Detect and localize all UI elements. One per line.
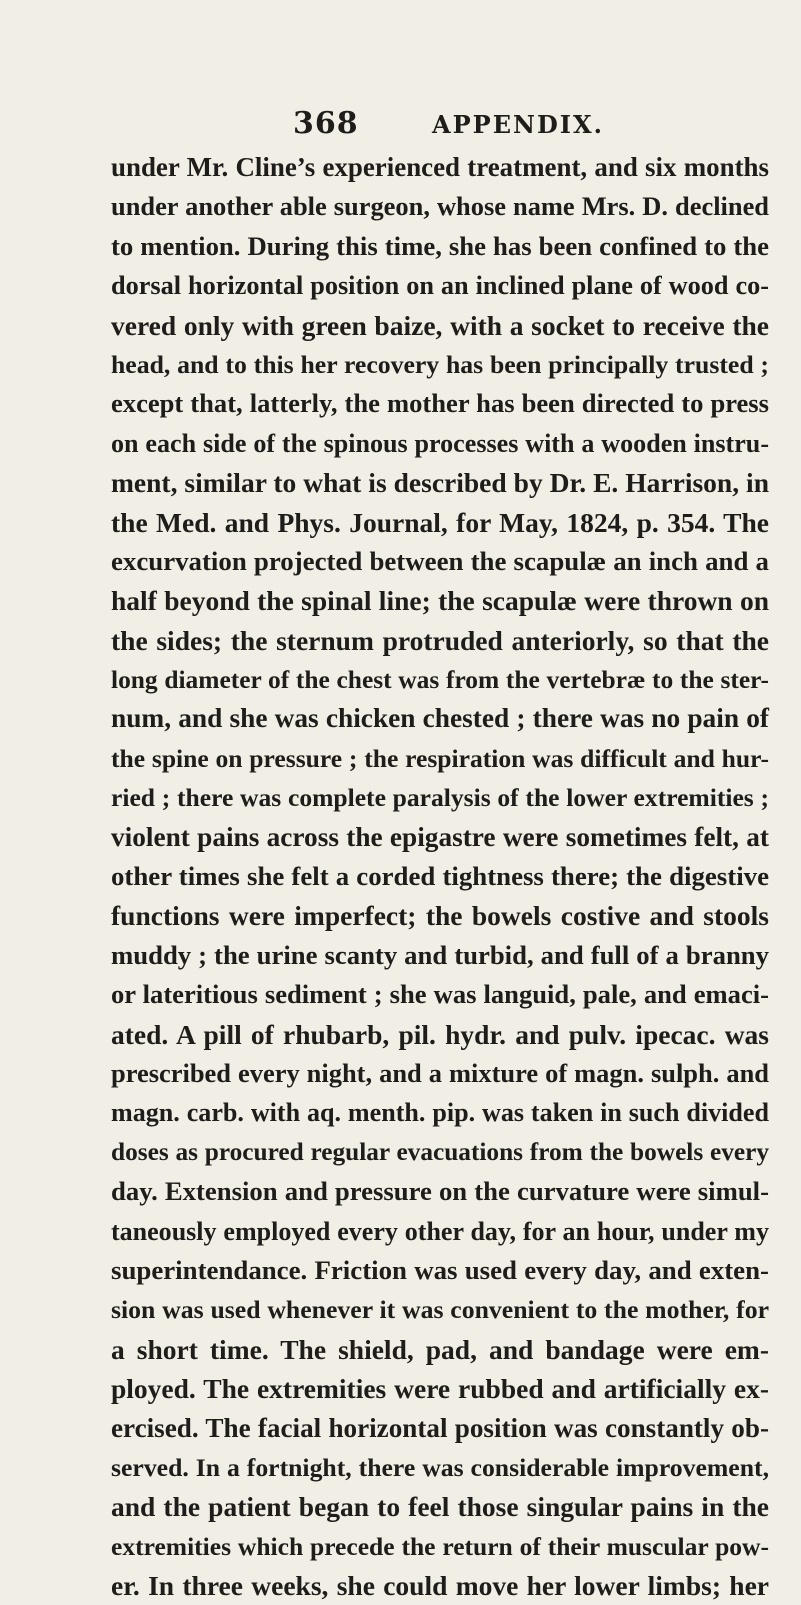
text-line: or lateritious sediment ; she was languid, pale, and emaci- xyxy=(111,979,769,1010)
text-line: muddy ; the urine scanty and turbid, and full of a branny xyxy=(111,939,769,970)
text-line: ment, similar to what is described by Dr. E. Harrison, in xyxy=(111,467,769,499)
text-line: extremities which precede the return of their muscular pow- xyxy=(111,1531,769,1561)
text-line: head, and to this her recovery has been principally trusted ; xyxy=(111,349,769,379)
text-line: served. In a fortnight, there was considerable improvement, xyxy=(111,1452,769,1482)
text-line: doses as procured regular evacuations from the bowels every xyxy=(111,1137,769,1166)
page-number: 368 xyxy=(293,106,359,141)
text-line: superintendance. Friction was used every day, and exten- xyxy=(111,1254,769,1285)
text-line: long diameter of the chest was from the vertebræ to the ster- xyxy=(111,665,769,695)
text-line: on each side of the spinous processes with a wooden instru- xyxy=(111,428,769,458)
text-line: excurvation projected between the scapulæ an inch and a xyxy=(111,545,769,576)
text-line: num, and she was chicken chested ; there was no pain of xyxy=(111,703,769,734)
text-line: except that, latterly, the mother has been directed to press xyxy=(111,388,769,419)
text-line: the spine on pressure ; the respiration was difficult and hur- xyxy=(111,743,769,773)
page-header xyxy=(0,106,801,146)
text-line: taneously employed every other day, for an hour, under my xyxy=(111,1216,769,1246)
text-line: under another able surgeon, whose name Mrs. D. declined xyxy=(111,191,769,222)
body-text xyxy=(111,148,769,1605)
text-line: the sides; the sternum protruded anteriorly, so that the xyxy=(111,624,769,656)
text-line: functions were imperfect; the bowels costive and stools xyxy=(111,900,769,932)
text-line: day. Extension and pressure on the curvature were simul- xyxy=(111,1176,769,1207)
text-line: half beyond the spinal line; the scapulæ were thrown on xyxy=(111,585,769,617)
text-line: prescribed every night, and a mixture of magn. sulph. and xyxy=(111,1057,769,1088)
text-line: other times she felt a corded tightness there; the digestive xyxy=(111,861,769,892)
text-line: a short time. The shield, pad, and bandage were em- xyxy=(111,1333,769,1365)
text-line: magn. carb. with aq. menth. pip. was taken in such divided xyxy=(111,1098,769,1128)
text-line: violent pains across the epigastre were sometimes felt, at xyxy=(111,821,769,852)
text-line: ated. A pill of rhubarb, pil. hydr. and pulv. ipecac. was xyxy=(111,1018,769,1050)
text-line: to mention. During this time, she has been confined to the xyxy=(111,230,769,261)
text-line: dorsal horizontal position on an inclined plane of wood co- xyxy=(111,271,769,301)
text-line: vered only with green baize, with a socket to receive the xyxy=(111,309,769,341)
text-line: ployed. The extremities were rubbed and artificially ex- xyxy=(111,1373,769,1405)
text-line: the Med. and Phys. Journal, for May, 1824, p. 354. The xyxy=(111,506,769,538)
text-line: er. In three weeks, she could move her lower limbs; her xyxy=(111,1570,769,1602)
text-line: ercised. The facial horizontal position was constantly ob- xyxy=(111,1412,769,1443)
text-line: sion was used whenever it was convenient to the mother, for xyxy=(111,1295,769,1325)
text-line: ried ; there was complete paralysis of the lower extremities ; xyxy=(111,783,769,813)
text-line: and the patient began to feel those singular pains in the xyxy=(111,1491,769,1523)
text-line: under Mr. Cline’s experienced treatment, and six months xyxy=(111,152,769,182)
running-head: APPENDIX. xyxy=(432,110,604,139)
